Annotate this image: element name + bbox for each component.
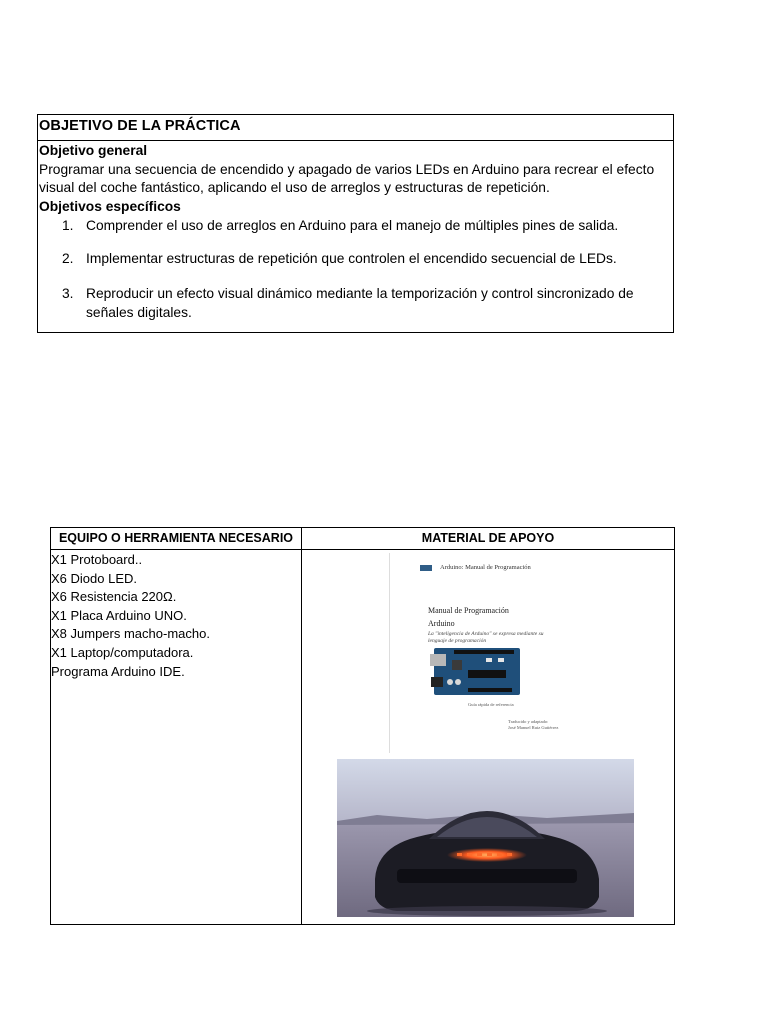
equipment-item: X1 Protoboard.. xyxy=(51,552,143,567)
manual-credit-line2: José Manuel Ruiz Gutiérrez xyxy=(508,725,559,730)
column-divider xyxy=(301,528,302,924)
scanner-led xyxy=(497,853,502,856)
manual-caption: Guía rápida de referencia xyxy=(468,702,514,707)
specific-objectives-heading: Objetivos específicos xyxy=(39,198,181,214)
material-header: MATERIAL DE APOYO xyxy=(421,531,555,545)
arduino-board-image xyxy=(428,644,524,699)
scanner-led xyxy=(477,853,482,856)
item-text: Implementar estructuras de repetición que controlen el encendido secuencial de LEDs. xyxy=(86,250,617,266)
equipment-list xyxy=(51,551,300,681)
general-objective-heading: Objetivo general xyxy=(39,143,148,158)
equipment-item: X1 Laptop/computadora. xyxy=(51,644,194,660)
scanner-led xyxy=(487,853,492,856)
item-text: Comprender el uso de arreglos en Arduino para el manejo de múltiples pines de salida. xyxy=(86,218,619,233)
item-number: 2. xyxy=(62,250,74,266)
manual-credit xyxy=(508,719,558,731)
manual-title-line2: Arduino xyxy=(428,619,455,628)
specific-objectives-list xyxy=(39,217,671,322)
item-number: 1. xyxy=(62,218,74,233)
specific-objective-item xyxy=(39,285,671,322)
manual-title-line1: Manual de Programación xyxy=(428,606,509,615)
manual-subtitle: La "inteligencia de Arduino" se expresa mediante su lenguaje de programación xyxy=(428,631,544,644)
item-number: 3. xyxy=(62,286,74,301)
equipment-item: X6 Diodo LED. xyxy=(51,570,137,586)
arduino-manual-thumbnail xyxy=(389,553,565,753)
equipment-table-header xyxy=(51,528,674,550)
scanner-led xyxy=(507,853,512,856)
general-objective-text: Programar una secuencia de encendido y apagado de varios LEDs en Arduino para recrear el efecto visual del coche fantástico, aplicando el uso de arreglos y estructuras de repetición. xyxy=(39,161,655,195)
manual-title xyxy=(428,604,509,630)
scanner-led xyxy=(467,853,472,856)
manual-credit-line1: Traducido y adaptado: xyxy=(508,719,549,724)
objectives-box xyxy=(37,114,674,333)
objectives-title: OBJETIVO DE LA PRÁCTICA xyxy=(38,115,673,141)
equipment-header: EQUIPO O HERRAMIENTA NECESARIO xyxy=(58,531,294,545)
equipment-item: X6 Resistencia 220Ω. xyxy=(51,589,177,605)
specific-objective-item xyxy=(39,217,671,236)
specific-objective-item xyxy=(39,250,671,269)
equipment-item: Programa Arduino IDE. xyxy=(51,663,185,679)
equipment-item: X1 Placa Arduino UNO. xyxy=(51,607,187,623)
manual-header: Arduino: Manual de Programación xyxy=(440,564,531,571)
car-photo xyxy=(337,759,634,917)
scanner-led xyxy=(457,853,462,856)
equipment-item: X8 Jumpers macho-macho. xyxy=(51,626,210,642)
objectives-body xyxy=(38,142,673,322)
item-text: Reproducir un efecto visual dinámico mediante la temporización y control sincronizado de señales digitales. xyxy=(86,286,634,320)
